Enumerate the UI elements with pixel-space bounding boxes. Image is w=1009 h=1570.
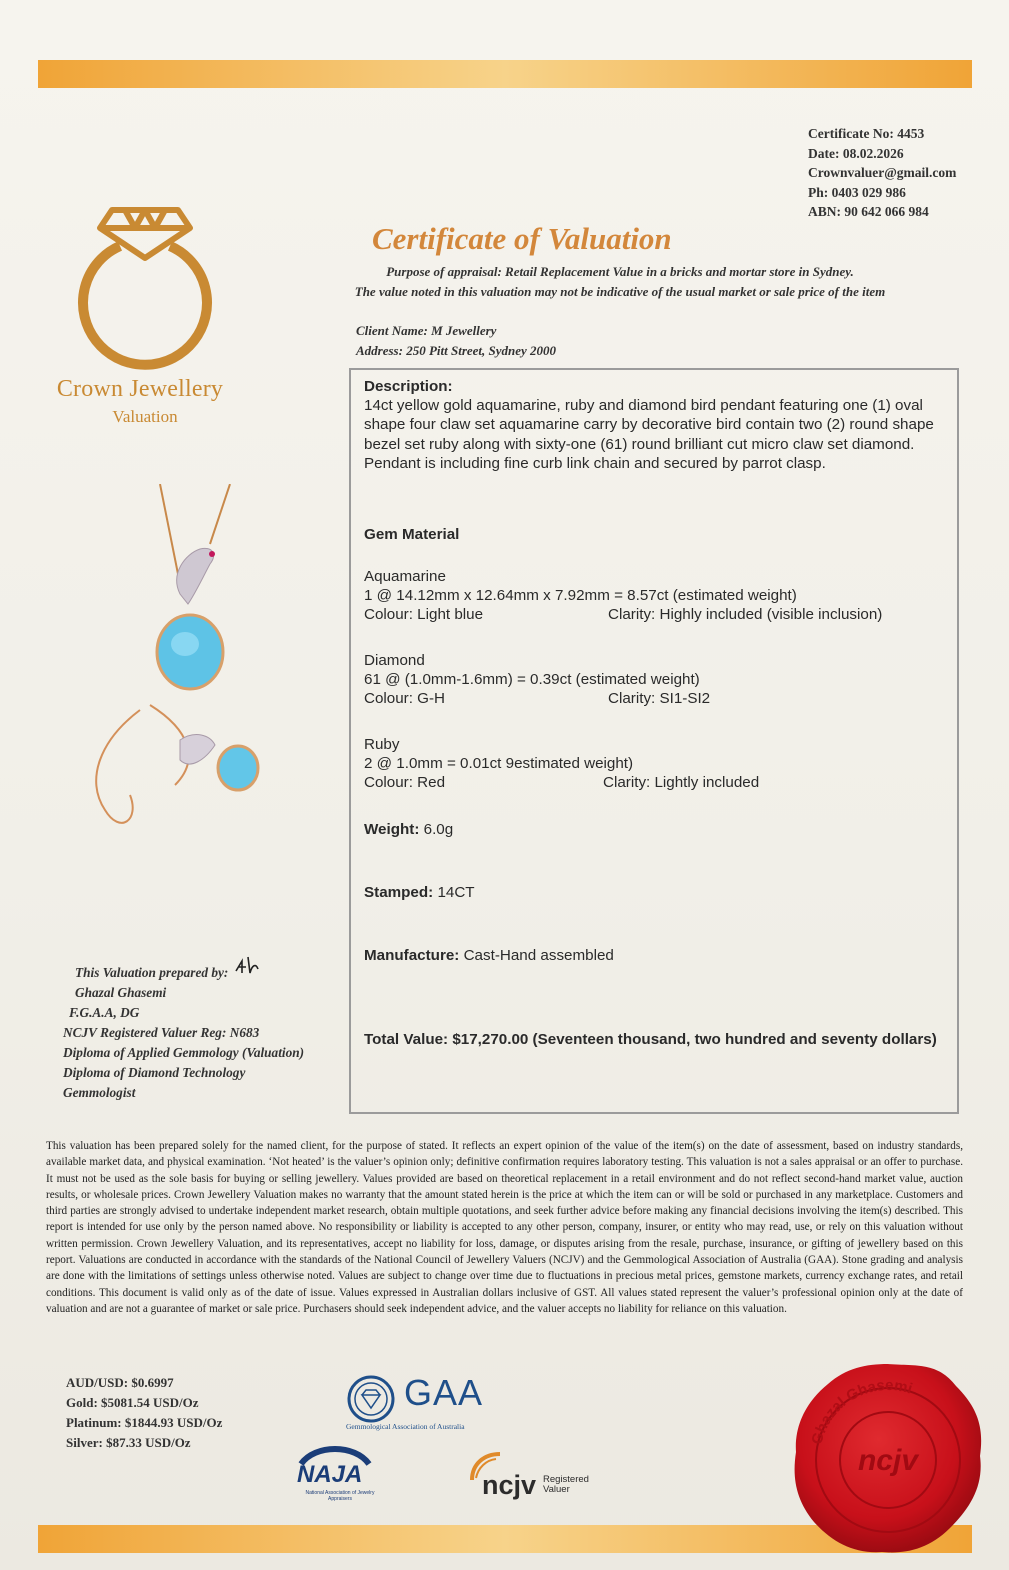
- valuer-block: [63, 955, 304, 1103]
- contact-email: Crownvaluer@gmail.com: [808, 165, 957, 180]
- purpose-line-2: The value noted in this valuation may not be indicative of the usual market or sale price of the item: [354, 284, 886, 299]
- valuer-diploma-1: Diploma of Applied Gemmology (Valuation): [63, 1045, 305, 1060]
- gem-material-heading: Gem Material: [364, 526, 460, 543]
- abn-number: ABN: 90 642 066 984: [808, 204, 929, 219]
- gaa-logo-text: GAA: [404, 1372, 484, 1413]
- prepared-by-label: This Valuation prepared by:: [75, 965, 229, 980]
- gem-colour: Colour: G-H: [364, 690, 446, 708]
- valuer-role: Gemmologist: [63, 1085, 136, 1100]
- manufacture-label: Manufacture:: [364, 947, 460, 964]
- ncjv-logo-text: ncjv: [482, 1470, 537, 1500]
- rate-gold: Gold: $5081.54 USD/Oz: [66, 1395, 199, 1410]
- gem-measurement: 2 @ 1.0mm = 0.01ct 9estimated weight): [364, 755, 634, 773]
- gem-diamond: [364, 651, 952, 710]
- disclaimer-text: This valuation has been prepared solely for the named client, for the purpose of stated. It reflects an expert opinion of the value of the item(s) on the date of assessment, based on industry standards, available market data, and physical examination. ‘Not heated’ is the valuer’s opinion only; definitive confirmation requires laboratory testing. This valuation is not a sales appraisal or an offer to purchase. It must not be used as the sole basis for buying or selling jewellery. Values provided are based on theoretical replacement in a retail environment and do not reflect second-hand market value, auction results, or wholesale prices. Crown Jewellery Valuation makes no warranty that the amount stated herein is the price at which the item can or will be sold or purchased in any marketplace. Customers and third parties are strongly advised to undertake independent market research, obtain multiple quotations, and seek further advice before making any financial decisions involving the item(s) described. This report is intended for use only by the person named above. No responsibility or liability is accepted to any other person, company, insurer, or entity who may read, use, or rely on this valuation without written permission. Crown Jewellery Valuation, and its representatives, accept no liability for loss, damage, or disputes arising from the resale, purchase, insurance, or gifting of jewellery based on this report. Valuations are conducted in accordance with the standards of the National Council of Jewellery Valuers (NCJV) and the Gemmological Association of Australia (GAA). Stone grading and analysis are done with the limitations of settings unless otherwise noted. Values are subject to change over time due to fluctuations in precious metal prices, gemstone markets, currency exchange rates, and retail conditions. This document is valid only as of the date of issue. Values expressed in Australian dollars inclusive of GST. All values stated represent the valuer’s professional opinion only at the date of valuation and are not a guarantee of market or sale price. Purchasers should seek independent advice, and the valuer accepts no liability for reliance on this valuation.: [46, 1140, 963, 1315]
- rate-silver: Silver: $87.33 USD/Oz: [66, 1435, 191, 1450]
- ncjv-valuer: Valuer: [543, 1484, 570, 1495]
- pendant-chain-photo-icon: [80, 700, 260, 840]
- valuer-diploma-2: Diploma of Diamond Technology: [63, 1065, 246, 1080]
- stamped-row: [364, 883, 475, 902]
- pendant-photo-icon: [140, 484, 250, 704]
- metal-rates: [66, 1373, 222, 1453]
- stamped-label: Stamped:: [364, 884, 434, 901]
- certificate-date: Date: 08.02.2026: [808, 145, 904, 161]
- gem-name: Aquamarine: [364, 568, 446, 585]
- purpose-line-1: Purpose of appraisal: Retail Replacement Value in a bricks and mortar store in Sydney.: [386, 264, 854, 279]
- total-value: Total Value: $17,270.00 (Seventeen thousand, two hundred and seventy dollars): [364, 1031, 937, 1048]
- contact-phone: Ph: 0403 029 986: [808, 184, 906, 200]
- gem-colour: Colour: Light blue: [364, 606, 484, 624]
- gem-colour-clarity-row: [364, 605, 952, 626]
- naja-logo-subtitle: National Association of Jewelry Appraisers: [305, 1490, 375, 1502]
- weight-value: 6.0g: [423, 821, 454, 838]
- gem-clarity: Clarity: Highly included (visible inclusion): [608, 606, 883, 624]
- description-content: [364, 377, 952, 1048]
- ncjv-registered: Registered: [543, 1474, 589, 1485]
- description-text: 14ct yellow gold aquamarine, ruby and diamond bird pendant featuring one (1) oval shape four claw set aquamarine carry by decorative bird contain two (2) round shape bezel set ruby along with sixty-one (61) round brilliant cut micro claw set diamond. Pendant is including fine curb link chain and secured by parrot clasp.: [364, 397, 934, 472]
- signature-icon: [234, 955, 260, 977]
- seal-center-text: ncjv: [857, 1444, 919, 1477]
- wax-seal-icon: [788, 1358, 988, 1558]
- gem-colour-clarity-row: [364, 689, 952, 710]
- valuer-qualifications: F.G.A.A, DG: [69, 1005, 140, 1020]
- rate-platinum: Platinum: $1844.93 USD/Oz: [66, 1415, 223, 1430]
- description-label: Description:: [364, 378, 453, 395]
- gaa-logo-subtitle: Gemmological Association of Australia: [346, 1422, 465, 1431]
- gem-colour-clarity-row: [364, 773, 952, 794]
- weight-label: Weight:: [364, 821, 420, 838]
- page-title: Certificate of Valuation: [372, 221, 672, 256]
- gem-name: Ruby: [364, 736, 400, 753]
- valuer-registration: NCJV Registered Valuer Reg: N683: [63, 1025, 260, 1040]
- ncjv-logo-subtitle: [543, 1475, 589, 1495]
- weight-row: [364, 820, 453, 839]
- stamped-value: 14CT: [437, 884, 475, 901]
- brand-name: Crown Jewellery: [56, 376, 224, 402]
- gem-name: Diamond: [364, 652, 425, 669]
- client-name: Client Name: M Jewellery: [356, 323, 497, 338]
- gem-clarity: Clarity: SI1-SI2: [608, 690, 711, 708]
- manufacture-value: Cast-Hand assembled: [463, 947, 614, 964]
- gem-clarity: Clarity: Lightly included: [603, 774, 760, 792]
- gem-measurement: 61 @ (1.0mm-1.6mm) = 0.39ct (estimated weight): [364, 671, 700, 689]
- certificate-identifiers: [808, 124, 956, 222]
- gem-aquamarine: [364, 567, 952, 626]
- gem-colour: Colour: Red: [364, 774, 446, 792]
- certificate-number: Certificate No: 4453: [808, 126, 925, 141]
- brand-subtitle: Valuation: [112, 407, 178, 426]
- valuer-name: Ghazal Ghasemi: [75, 985, 167, 1000]
- manufacture-row: [364, 946, 614, 965]
- rate-aud-usd: AUD/USD: $0.6997: [66, 1375, 174, 1390]
- client-details: [356, 321, 556, 361]
- seal-ring-text: Ghazal Ghasemi: [808, 1376, 915, 1447]
- naja-logo-text: NAJA: [297, 1461, 363, 1488]
- top-gold-band: [38, 60, 972, 88]
- gem-ruby: [364, 735, 952, 794]
- gem-measurement: 1 @ 14.12mm x 12.64mm x 7.92mm = 8.57ct (estimated weight): [364, 587, 797, 605]
- client-address: Address: 250 Pitt Street, Sydney 2000: [356, 343, 557, 358]
